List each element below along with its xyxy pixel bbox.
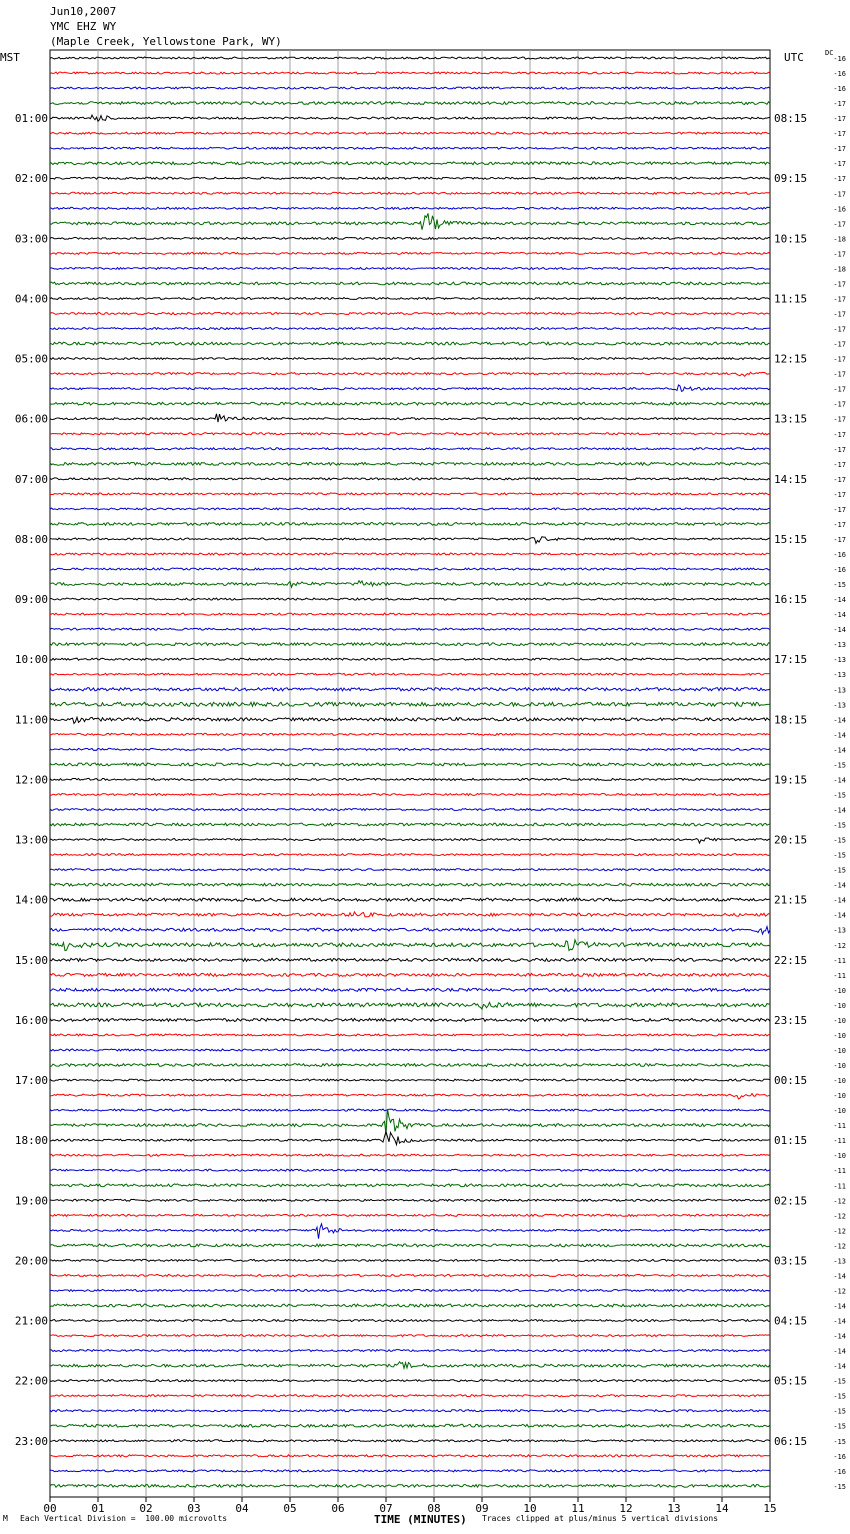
dc-offset-label: -17 [833, 100, 846, 109]
trace-group [50, 57, 770, 1487]
dc-offset-label: -17 [833, 505, 846, 514]
dc-offset-label: -15 [833, 1482, 846, 1491]
x-axis-label: TIME (MINUTES) [374, 1513, 467, 1526]
trace-line [50, 1362, 770, 1369]
dc-offset-label: -17 [833, 370, 846, 379]
clip-note: Traces clipped at plus/minus 5 vertical divisions [482, 1514, 719, 1523]
dc-offset-label: -14 [833, 1272, 846, 1281]
right-hour-label: 08:15 [774, 112, 808, 126]
trace-line [50, 478, 770, 480]
dc-offset-label: -17 [833, 175, 846, 184]
right-hour-label: 11:15 [774, 292, 808, 306]
trace-line [50, 1350, 770, 1352]
dc-offset-label: -18 [833, 265, 846, 274]
dc-offset-label: -17 [833, 220, 846, 229]
trace-line [50, 688, 770, 691]
dc-offset-label: -10 [833, 1062, 846, 1071]
left-hour-label: 19:00 [14, 1194, 48, 1208]
left-hour-label: 10:00 [14, 653, 48, 667]
dc-offset-label: -14 [833, 1332, 846, 1341]
right-hour-label: 05:15 [774, 1374, 808, 1388]
right-hour-label: 19:15 [774, 773, 808, 787]
right-hour-label: 22:15 [774, 953, 808, 967]
trace-line [50, 207, 770, 209]
dc-offset-label: -17 [833, 430, 846, 439]
dc-offset-label: -17 [833, 325, 846, 334]
dc-offset-label: -10 [833, 1107, 846, 1116]
trace-line [50, 1424, 770, 1427]
dc-offset-label: -15 [833, 821, 846, 830]
trace-line [50, 448, 770, 450]
scale-note: Each Vertical Division = 100.00 microvolts [20, 1514, 228, 1523]
dc-offset-label: -13 [833, 656, 846, 665]
trace-line [50, 537, 770, 544]
trace-line [50, 733, 770, 735]
dc-label: DC [825, 49, 834, 57]
trace-line [50, 1224, 770, 1239]
left-hour-label: 04:00 [14, 292, 48, 306]
dc-offset-label: -12 [833, 1242, 846, 1251]
trace-line [50, 267, 770, 269]
dc-offset-label: -13 [833, 671, 846, 680]
right-timezone-label: UTC [784, 51, 804, 64]
x-tick-label: 06 [331, 1502, 345, 1515]
trace-line [50, 72, 770, 74]
trace-line [50, 1199, 770, 1201]
right-hour-label: 10:15 [774, 232, 808, 246]
trace-line [50, 1244, 770, 1247]
trace-line [50, 372, 770, 376]
dc-offset-label: -17 [833, 340, 846, 349]
dc-offset-label: -17 [833, 310, 846, 319]
left-hour-label: 21:00 [14, 1314, 48, 1328]
trace-line [50, 1259, 770, 1261]
left-hour-label: 02:00 [14, 172, 48, 186]
dc-offset-label: -10 [833, 986, 846, 995]
trace-line [50, 192, 770, 194]
dc-offset-label: -16 [833, 205, 846, 214]
trace-line [50, 1018, 770, 1021]
trace-line [50, 87, 770, 89]
header-location: (Maple Creek, Yellowstone Park, WY) [50, 35, 282, 48]
x-tick-label: 09 [475, 1502, 489, 1515]
dc-offset-label: -16 [833, 566, 846, 575]
dc-offset-label: -17 [833, 520, 846, 529]
dc-offset-label: -14 [833, 596, 846, 605]
trace-line [50, 940, 770, 951]
dc-offset-label: -14 [833, 911, 846, 920]
dc-offset-label: -12 [833, 1197, 846, 1206]
trace-line [50, 1485, 770, 1488]
dc-offset-label: -12 [833, 1287, 846, 1296]
trace-line [50, 1320, 770, 1322]
trace-line [50, 568, 770, 570]
dc-offset-label: -16 [833, 55, 846, 63]
trace-line [50, 1470, 770, 1472]
trace-line [50, 313, 770, 315]
dc-offset-label: -15 [833, 791, 846, 800]
x-tick-label: 08 [427, 1502, 441, 1515]
header-date: Jun10,2007 [50, 5, 117, 18]
trace-line [50, 643, 770, 646]
trace-line [50, 1410, 770, 1412]
trace-line [50, 342, 770, 345]
trace-line [50, 1380, 770, 1382]
dc-offset-label: -15 [833, 851, 846, 860]
trace-line [50, 1154, 770, 1156]
right-hour-label: 14:15 [774, 472, 808, 486]
left-hour-label: 18:00 [14, 1134, 48, 1148]
trace-line [50, 794, 770, 796]
left-hour-label: 22:00 [14, 1374, 48, 1388]
x-tick-label: 05 [283, 1502, 297, 1515]
dc-offset-label: -13 [833, 1257, 846, 1266]
dc-offset-label: -14 [833, 746, 846, 755]
x-tick-label: 15 [763, 1502, 777, 1515]
right-hour-label: 04:15 [774, 1314, 808, 1328]
trace-line [50, 912, 770, 917]
trace-line [50, 1034, 770, 1036]
trace-line [50, 958, 770, 961]
trace-line [50, 927, 770, 935]
dc-offset-label: -10 [833, 1152, 846, 1161]
dc-offset-label: -11 [833, 956, 846, 965]
right-hour-label: 02:15 [774, 1194, 808, 1208]
trace-line [50, 702, 770, 706]
dc-offset-label: -15 [833, 1392, 846, 1401]
dc-offset-label: -17 [833, 385, 846, 394]
trace-line [50, 1169, 770, 1171]
x-tick-label: 14 [715, 1502, 729, 1515]
dc-offset-labels [833, 55, 846, 1491]
dc-offset-label: -11 [833, 1182, 846, 1191]
right-hour-label: 03:15 [774, 1254, 808, 1268]
dc-offset-label: -16 [833, 70, 846, 79]
x-tick-label: 00 [43, 1502, 57, 1515]
right-hour-label: 16:15 [774, 593, 808, 607]
x-tick-label: 07 [379, 1502, 393, 1515]
right-hour-label: 13:15 [774, 412, 808, 426]
dc-offset-label: -10 [833, 1031, 846, 1040]
dc-offset-label: -15 [833, 1377, 846, 1386]
left-timezone-label: MST [0, 51, 20, 64]
dc-offset-label: -17 [833, 445, 846, 454]
dc-offset-label: -11 [833, 1122, 846, 1131]
trace-line [50, 778, 770, 780]
trace-line [50, 1079, 770, 1081]
trace-line [50, 252, 770, 254]
trace-line [50, 508, 770, 510]
dc-offset-label: -17 [833, 415, 846, 424]
dc-offset-label: -17 [833, 535, 846, 544]
trace-line [50, 328, 770, 330]
trace-line [50, 823, 770, 826]
trace-line [50, 613, 770, 615]
dc-offset-label: -10 [833, 1016, 846, 1025]
dc-offset-label: -11 [833, 1167, 846, 1176]
dc-offset-label: -10 [833, 1046, 846, 1055]
left-hour-label: 09:00 [14, 593, 48, 607]
trace-line [50, 883, 770, 886]
dc-offset-label: -17 [833, 490, 846, 499]
trace-line [50, 973, 770, 976]
trace-line [50, 237, 770, 239]
trace-line [50, 898, 770, 901]
trace-line [50, 1304, 770, 1307]
dc-offset-label: -15 [833, 761, 846, 770]
dc-offset-label: -15 [833, 1437, 846, 1446]
trace-line [50, 523, 770, 526]
x-tick-label: 02 [139, 1502, 153, 1515]
trace-line [50, 1049, 770, 1051]
trace-line [50, 581, 770, 588]
x-tick-label: 13 [667, 1502, 681, 1515]
dc-offset-label: -13 [833, 701, 846, 710]
dc-offset-label: -17 [833, 130, 846, 139]
dc-offset-label: -17 [833, 460, 846, 469]
trace-line [50, 553, 770, 555]
trace-line [50, 1002, 770, 1009]
trace-line [50, 673, 770, 675]
left-hour-label: 15:00 [14, 953, 48, 967]
x-tick-label: 10 [523, 1502, 537, 1515]
left-hour-label: 20:00 [14, 1254, 48, 1268]
trace-line [50, 115, 770, 121]
dc-offset-label: -14 [833, 626, 846, 635]
dc-offset-label: -13 [833, 641, 846, 650]
trace-line [50, 358, 770, 360]
trace-line [50, 1440, 770, 1442]
trace-line [50, 1184, 770, 1187]
trace-line [50, 1335, 770, 1337]
trace-line [50, 628, 770, 630]
dc-offset-label: -16 [833, 1452, 846, 1461]
left-hour-label: 14:00 [14, 893, 48, 907]
trace-line [50, 838, 770, 843]
x-tick-label: 11 [571, 1502, 585, 1515]
trace-line [50, 282, 770, 285]
dc-offset-label: -17 [833, 190, 846, 199]
trace-line [50, 1109, 770, 1134]
trace-line [50, 1290, 770, 1292]
left-hour-label: 16:00 [14, 1013, 48, 1027]
left-hour-label: 17:00 [14, 1074, 48, 1088]
left-hour-label: 07:00 [14, 472, 48, 486]
dc-offset-label: -14 [833, 881, 846, 890]
footer-mark: M [3, 1514, 8, 1523]
header-station: YMC EHZ WY [50, 20, 117, 33]
trace-line [50, 385, 770, 391]
dc-offset-label: -17 [833, 280, 846, 289]
dc-offset-label: -12 [833, 941, 846, 950]
dc-offset-label: -18 [833, 235, 846, 244]
left-hour-label: 12:00 [14, 773, 48, 787]
trace-line [50, 988, 770, 991]
left-hour-label: 13:00 [14, 833, 48, 847]
trace-line [50, 1093, 770, 1099]
trace-line [50, 462, 770, 465]
trace-line [50, 177, 770, 179]
dc-offset-label: -17 [833, 115, 846, 124]
left-hour-label: 03:00 [14, 232, 48, 246]
trace-line [50, 1395, 770, 1397]
dc-offset-label: -17 [833, 400, 846, 409]
right-hour-label: 20:15 [774, 833, 808, 847]
trace-line [50, 298, 770, 300]
right-hour-label: 12:15 [774, 352, 808, 366]
x-tick-label: 04 [235, 1502, 249, 1515]
dc-offset-label: -15 [833, 836, 846, 845]
trace-line [50, 433, 770, 435]
trace-line [50, 717, 770, 723]
trace-line [50, 402, 770, 405]
x-tick-label: 03 [187, 1502, 201, 1515]
trace-line [50, 1455, 770, 1457]
trace-line [50, 132, 770, 134]
dc-offset-label: -14 [833, 1347, 846, 1356]
dc-offset-label: -15 [833, 866, 846, 875]
right-hour-label: 06:15 [774, 1434, 808, 1448]
trace-line [50, 748, 770, 750]
trace-line [50, 493, 770, 495]
trace-line [50, 1109, 770, 1111]
dc-offset-label: -16 [833, 85, 846, 94]
dc-offset-label: -10 [833, 1001, 846, 1010]
dc-offset-label: -14 [833, 1317, 846, 1326]
dc-offset-label: -14 [833, 731, 846, 740]
x-tick-label: 12 [619, 1502, 633, 1515]
trace-line [50, 102, 770, 105]
x-tick-label: 01 [91, 1502, 105, 1515]
trace-line [50, 57, 770, 59]
trace-line [50, 809, 770, 811]
right-hour-label: 01:15 [774, 1134, 808, 1148]
dc-offset-label: -17 [833, 250, 846, 259]
dc-offset-label: -17 [833, 160, 846, 169]
dc-offset-label: -17 [833, 355, 846, 364]
trace-line [50, 1274, 770, 1276]
dc-offset-label: -14 [833, 776, 846, 785]
dc-offset-label: -17 [833, 295, 846, 304]
trace-line [50, 1214, 770, 1216]
dc-offset-label: -15 [833, 581, 846, 590]
right-hour-label: 15:15 [774, 532, 808, 546]
right-hour-label: 00:15 [774, 1074, 808, 1088]
dc-offset-label: -14 [833, 611, 846, 620]
dc-offset-label: -14 [833, 896, 846, 905]
dc-offset-label: -12 [833, 1212, 846, 1221]
trace-line [50, 162, 770, 165]
dc-offset-label: -14 [833, 716, 846, 725]
dc-offset-label: -11 [833, 971, 846, 980]
dc-offset-label: -17 [833, 475, 846, 484]
trace-line [50, 869, 770, 871]
left-hour-label: 05:00 [14, 352, 48, 366]
dc-offset-label: -17 [833, 145, 846, 154]
right-hour-label: 21:15 [774, 893, 808, 907]
dc-offset-label: -15 [833, 1407, 846, 1416]
dc-offset-label: -14 [833, 1302, 846, 1311]
dc-offset-label: -16 [833, 1467, 846, 1476]
dc-offset-label: -13 [833, 686, 846, 695]
right-hour-label: 18:15 [774, 713, 808, 727]
right-hour-label: 23:15 [774, 1013, 808, 1027]
left-hour-label: 23:00 [14, 1434, 48, 1448]
trace-line [50, 414, 770, 422]
trace-line [50, 854, 770, 856]
right-hour-label: 09:15 [774, 172, 808, 186]
trace-line [50, 147, 770, 149]
right-hour-label: 17:15 [774, 653, 808, 667]
trace-line [50, 763, 770, 766]
trace-line [50, 1064, 770, 1067]
trace-line [50, 1132, 770, 1145]
trace-line [50, 658, 770, 660]
dc-offset-label: -10 [833, 1092, 846, 1101]
dc-offset-label: -15 [833, 1422, 846, 1431]
dc-offset-label: -14 [833, 806, 846, 815]
dc-offset-label: -12 [833, 1227, 846, 1236]
trace-line [50, 598, 770, 600]
left-hour-label: 01:00 [14, 112, 48, 126]
dc-offset-label: -14 [833, 1362, 846, 1371]
dc-offset-label: -13 [833, 926, 846, 935]
dc-offset-label: -10 [833, 1077, 846, 1086]
dc-offset-label: -16 [833, 550, 846, 559]
left-hour-label: 08:00 [14, 532, 48, 546]
trace-line [50, 213, 770, 229]
left-hour-label: 06:00 [14, 412, 48, 426]
left-hour-label: 11:00 [14, 713, 48, 727]
dc-offset-label: -11 [833, 1137, 846, 1146]
